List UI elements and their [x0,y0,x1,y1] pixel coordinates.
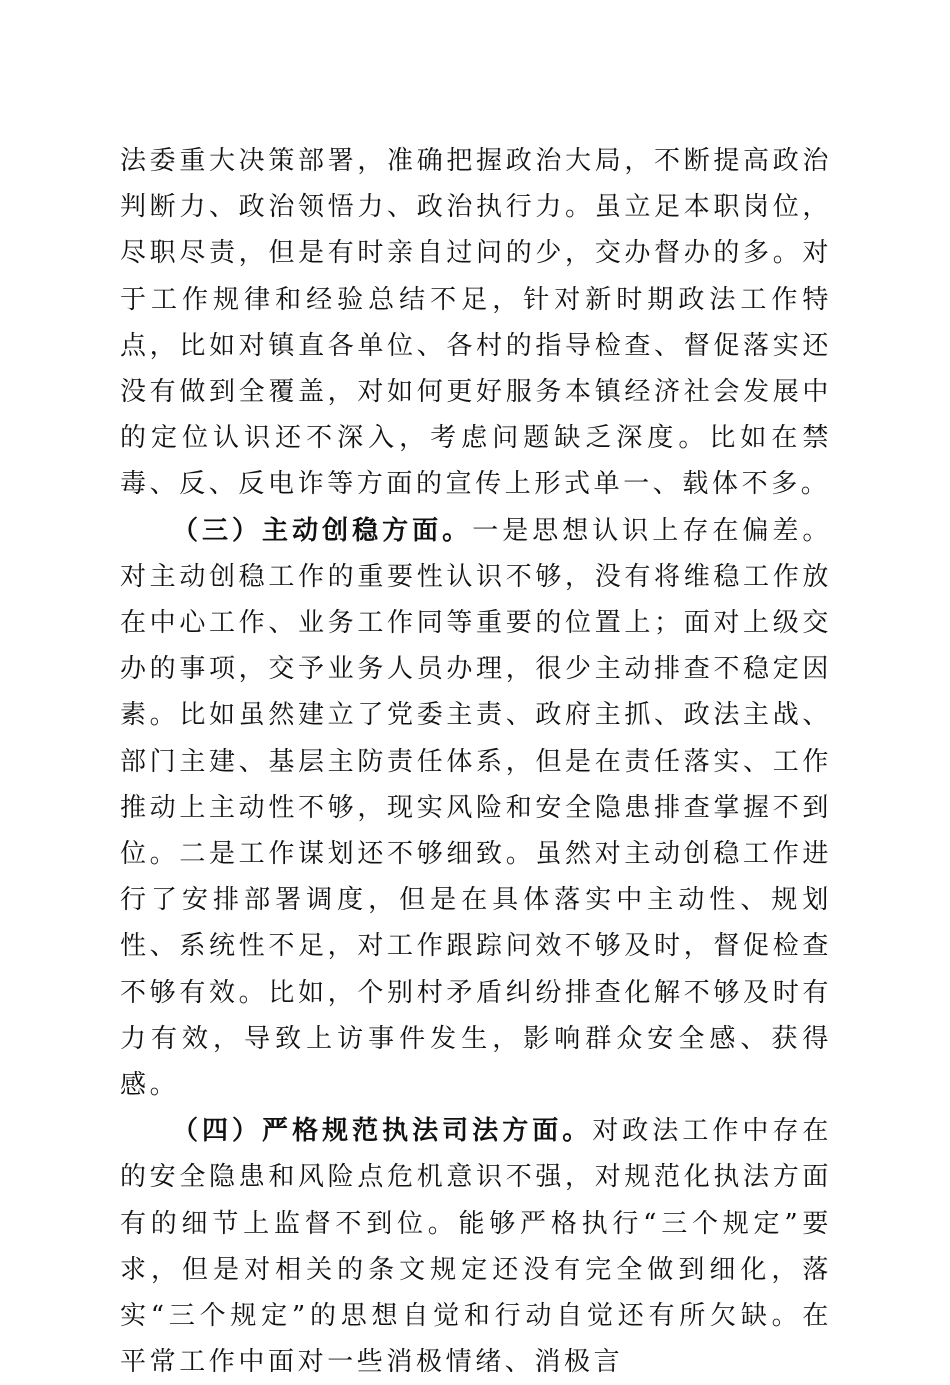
paragraph-continued [120,138,832,508]
paragraph-text: 法委重大决策部署，准确把握政治大局，不断提高政治判断力、政治领悟力、政治执行力。虽立足本职岗位，尽职尽责，但是有时亲自过问的少，交办督办的多。对于工作规律和经验总结不足，针对新时期政法工作特点，比如对镇直各单位、各村的指导检查、督促落实还没有做到全覆盖，对如何更好服务本镇经济社会发展中的定位认识还不深入，考虑问题缺乏深度。比如在禁毒、反、反电诈等方面的宣传上形式单一、载体不多。 [120,146,832,500]
section-heading-three: （三）主动创稳方面。 [172,515,473,546]
document-page [120,138,832,1385]
paragraph-section-three [120,508,832,1109]
paragraph-section-four [120,1108,832,1385]
section-heading-four: （四）严格规范执法司法方面。 [172,1116,593,1147]
paragraph-text: 对政法工作中存在的安全隐患和风险点危机意识不强，对规范化执法方面有的细节上监督不到位。能够严格执行“三个规定”要求，但是对相关的条文规定还没有完全做到细化，落实“三个规定”的思想自觉和行动自觉还有所欠缺。在平常工作中面对一些消极情绪、消极言 [120,1116,832,1378]
paragraph-text: 一是思想认识上存在偏差。对主动创稳工作的重要性认识不够，没有将维稳工作放在中心工作、业务工作同等重要的位置上；面对上级交办的事项，交予业务人员办理，很少主动排查不稳定因素。比如虽然建立了党委主责、政府主抓、政法主战、部门主建、基层主防责任体系，但是在责任落实、工作推动上主动性不够，现实风险和安全隐患排查掌握不到位。二是工作谋划还不够细致。虽然对主动创稳工作进行了安排部署调度，但是在具体落实中主动性、规划性、系统性不足，对工作跟踪问效不够及时，督促检查不够有效。比如，个别村矛盾纠纷排查化解不够及时有力有效，导致上访事件发生，影响群众安全感、获得感。 [120,515,832,1101]
